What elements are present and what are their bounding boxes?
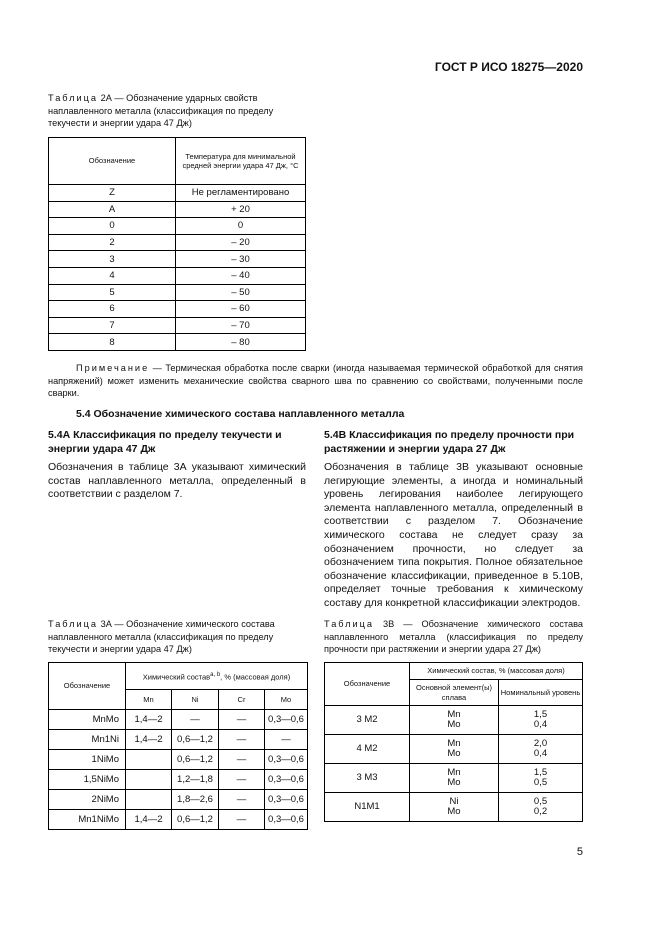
table-note: Примечание — Термическая обработка после сварки (иногда называемая термической обработкой для снятия напряжений) может изменить механические свойства сварного шва по сравнению со свойствами, полученными после сварки. — [48, 363, 583, 398]
table-row — [49, 730, 308, 750]
table-row — [49, 710, 308, 730]
table-cell: — — [219, 790, 265, 810]
table-3b-caption: Таблица 3В — Обозначение химического состава наплавленного металла (классификация по пределу прочности при растяжении и энергии удара 27 Дж) — [324, 619, 583, 654]
cell-text: 0,4 — [533, 719, 548, 730]
table-3b-col-level: Номинальный уровень — [499, 680, 583, 706]
table-cell: 4 — [49, 267, 176, 284]
cell-text: Mn — [447, 737, 461, 749]
table-3a-group-header: Химический состав$^{a, b}$, % (массовая доля) — [126, 663, 308, 690]
cell-text: Mn — [447, 708, 461, 720]
document-header: ГОСТ Р ИСО 18275—2020 — [434, 60, 583, 74]
table-cell: 2 — [49, 234, 176, 251]
table-3a-col-designation: Обозначение — [49, 663, 126, 710]
table-row — [49, 301, 306, 318]
table-3b-col-designation: Обозначение — [325, 663, 410, 706]
table-3a-col-ni: Ni — [172, 690, 219, 710]
table-cell: 6 — [49, 301, 176, 318]
table-cell: A — [49, 201, 176, 218]
table-cell: 1,8—2,6 — [172, 790, 219, 810]
table-row — [49, 790, 308, 810]
table-cell — [325, 764, 410, 793]
table-cell — [325, 735, 410, 764]
table-cell: 1NiMo — [49, 750, 126, 770]
table-cell: 0,3—0,6 — [265, 710, 308, 730]
table-2a — [48, 137, 306, 351]
table-cell — [126, 770, 172, 790]
table-row — [49, 218, 306, 235]
cell-text: 1,5 — [533, 766, 548, 778]
cell-text: 4 M2 — [356, 742, 378, 754]
table-cell: — — [172, 710, 219, 730]
page-number: 5 — [576, 846, 583, 858]
subsection-5-4a-text: Обозначения в таблице 3А указывают химический состав наплавленного металла, определенный в соответствии с разделом 7. — [48, 461, 306, 501]
table-cell: — — [219, 710, 265, 730]
table-row — [49, 234, 306, 251]
table-row — [49, 334, 306, 351]
cell-text: 0,5 — [533, 777, 548, 788]
table-cell — [410, 764, 499, 793]
table-cell: – 40 — [176, 267, 306, 284]
table-row — [49, 267, 306, 284]
cell-text: 0,4 — [533, 748, 548, 759]
table-cell — [499, 706, 583, 735]
table-cell — [499, 764, 583, 793]
table-row — [49, 251, 306, 268]
table-3a-caption: Таблица 3А — Обозначение химического состава наплавленного металла (классификация по пределу текучести и энергии удара 47 Дж) — [48, 619, 275, 654]
table-row — [49, 317, 306, 334]
subsection-5-4b-text: Обозначения в таблице 3В указывают основные легирующие элементы, а иногда и номинальный уровень легирования наиболее легирующего элемента наплавленного металла, определенный в соответствии с разделом 7. Обозначение химического состава не следует сразу за обозначением прочности, но следует за обозначением типа покрытия. Полное обязательное обозначение классификации, приведенное в 5.10В, определяет точные требования к химическому составу для конкретной классификации электродов. — [324, 461, 583, 609]
table-cell: MnMo — [49, 710, 126, 730]
table-cell: 1,4—2 — [126, 710, 172, 730]
table-cell: 1,2—1,8 — [172, 770, 219, 790]
table-3a-col-mn: Mn — [126, 690, 172, 710]
table-cell: — — [219, 730, 265, 750]
cell-text: N1M1 — [354, 800, 380, 812]
section-title: 5.4 Обозначение химического состава наплавленного металла — [76, 408, 405, 420]
table-cell: 0 — [176, 218, 306, 235]
table-cell: 2NiMo — [49, 790, 126, 810]
table-cell: Не регламентировано — [176, 185, 306, 202]
table-row — [325, 735, 583, 764]
table-cell — [410, 706, 499, 735]
table-cell — [126, 790, 172, 810]
table-row — [325, 706, 583, 735]
table-cell: 1,4—2 — [126, 810, 172, 830]
table-cell: 1,4—2 — [126, 730, 172, 750]
cell-text: Mo — [447, 806, 461, 817]
table-cell: 0,3—0,6 — [265, 750, 308, 770]
table-cell: – 60 — [176, 301, 306, 318]
table-cell — [325, 706, 410, 735]
table-cell: 5 — [49, 284, 176, 301]
table-cell: 3 — [49, 251, 176, 268]
cell-text: Mo — [447, 748, 461, 759]
table-row — [49, 185, 306, 202]
table-cell: – 50 — [176, 284, 306, 301]
table-cell: Mn1Ni — [49, 730, 126, 750]
table-cell: + 20 — [176, 201, 306, 218]
table-cell: – 80 — [176, 334, 306, 351]
table-cell — [410, 735, 499, 764]
table-cell — [499, 735, 583, 764]
table-cell: — — [265, 730, 308, 750]
cell-text: 3 M3 — [356, 771, 378, 783]
table-row — [49, 284, 306, 301]
table-row — [49, 770, 308, 790]
table-2a-col-designation: Обозначение — [49, 138, 176, 185]
table-cell: 0,3—0,6 — [265, 770, 308, 790]
table-row — [49, 201, 306, 218]
cell-text: Mo — [447, 719, 461, 730]
table-cell — [499, 793, 583, 822]
table-cell: – 70 — [176, 317, 306, 334]
table-cell: 8 — [49, 334, 176, 351]
table-cell — [126, 750, 172, 770]
table-row — [49, 810, 308, 830]
cell-text: 0,2 — [533, 806, 548, 817]
table-3a-col-mo: Mo — [265, 690, 308, 710]
cell-text: 1,5 — [533, 708, 548, 720]
cell-text: Ni — [449, 795, 459, 807]
table-3b — [324, 662, 583, 822]
table-cell: 0,6—1,2 — [172, 730, 219, 750]
table-cell: – 30 — [176, 251, 306, 268]
cell-text: 2,0 — [533, 737, 548, 749]
cell-text: 3 M2 — [356, 713, 378, 725]
table-3a-col-cr: Cr — [219, 690, 265, 710]
table-3b-group-header: Химический состав, % (массовая доля) — [410, 663, 583, 680]
table-3b-col-element: Основной элемент(ы) сплава — [410, 680, 499, 706]
table-cell — [410, 793, 499, 822]
table-cell: Z — [49, 185, 176, 202]
table-cell: 0,6—1,2 — [172, 750, 219, 770]
table-row — [325, 793, 583, 822]
table-cell: 0,6—1,2 — [172, 810, 219, 830]
table-2a-caption: Таблица 2А — Обозначение ударных свойств наплавленного металла (классификация по пределу текучести и энергии удара 47 Дж) — [48, 93, 274, 128]
table-row — [325, 764, 583, 793]
table-row — [49, 750, 308, 770]
table-cell: 7 — [49, 317, 176, 334]
cell-text: Mn — [447, 766, 461, 778]
table-cell: — — [219, 810, 265, 830]
table-cell: 0 — [49, 218, 176, 235]
subsection-5-4b-title: 5.4В Классификация по пределу прочности при растяжении и энергии удара 27 Дж — [324, 429, 575, 455]
table-cell: – 20 — [176, 234, 306, 251]
table-cell: Mn1NiMo — [49, 810, 126, 830]
table-cell: 0,3—0,6 — [265, 790, 308, 810]
cell-text: Mo — [447, 777, 461, 788]
table-cell — [325, 793, 410, 822]
table-2a-col-temperature: Температура для минимальной средней энергии удара 47 Дж, °С — [176, 138, 306, 185]
table-cell: — — [219, 770, 265, 790]
table-3a — [48, 662, 308, 830]
table-cell: 0,3—0,6 — [265, 810, 308, 830]
table-cell: — — [219, 750, 265, 770]
table-cell: 1,5NiMo — [49, 770, 126, 790]
subsection-5-4a-title: 5.4А Классификация по пределу текучести и энергии удара 47 Дж — [48, 429, 282, 455]
cell-text: 0,5 — [533, 795, 548, 807]
